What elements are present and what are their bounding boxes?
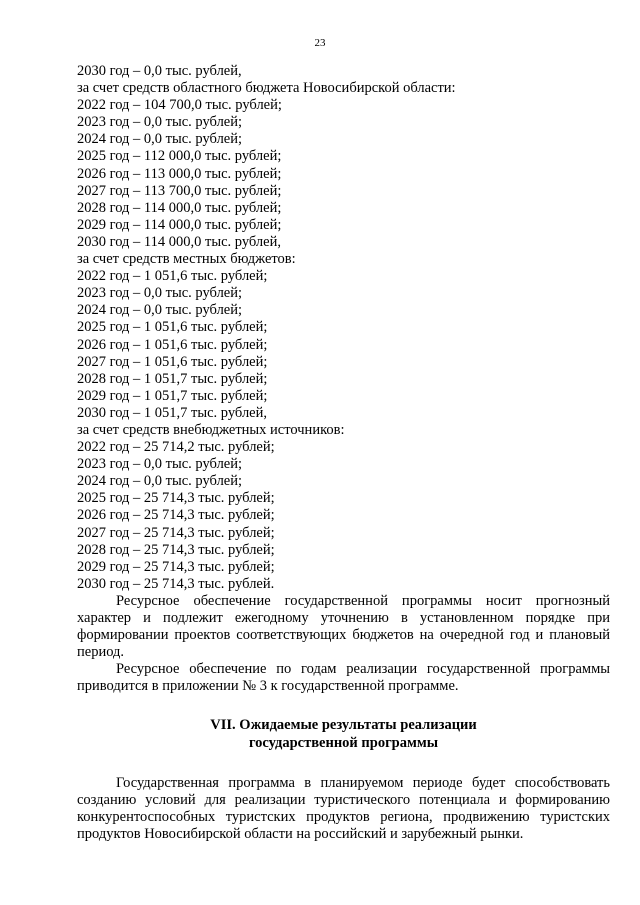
document-body: [77, 63, 610, 843]
text-line: 2028 год – 25 714,3 тыс. рублей;: [77, 541, 275, 558]
text-line: 2023 год – 0,0 тыс. рублей;: [77, 456, 243, 473]
paragraph-resource-forecast: Ресурсное обеспечение государственной программы носит прогнозный характер и подлежит ежегодному уточнению в установленном порядке при формировании проектов соответствующих бюджетов на очередной год и плановый период.: [77, 592, 610, 661]
text-line: 2024 год – 0,0 тыс. рублей;: [77, 473, 243, 490]
text-line: 2030 год – 25 714,3 тыс. рублей.: [77, 575, 275, 592]
text-line: 2027 год – 25 714,3 тыс. рублей;: [77, 524, 275, 541]
section-heading-line-2: государственной программы: [248, 734, 439, 751]
text-line: 2022 год – 25 714,2 тыс. рублей;: [77, 439, 275, 456]
section-heading-line-1: VII. Ожидаемые результаты реализации: [210, 717, 477, 734]
text-line: за счет средств местных бюджетов:: [77, 251, 296, 268]
text-line: 2024 год – 0,0 тыс. рублей;: [77, 131, 243, 148]
text-line: 2026 год – 1 051,6 тыс. рублей;: [77, 336, 268, 353]
paragraph-expected-results: Государственная программа в планируемом периоде будет способствовать созданию условий для реализации туристического потенциала и формированию конкурентоспособных туристских продуктов региона, продвижению туристских продуктов Новосибирской области на российский и зарубежный рынки.: [77, 774, 610, 842]
text-line: 2029 год – 1 051,7 тыс. рублей;: [77, 387, 268, 404]
paragraph-resource-appendix: Ресурсное обеспечение по годам реализации государственной программы приводится в приложении № 3 к государственной программе.: [77, 661, 610, 695]
text-line: 2030 год – 0,0 тыс. рублей,: [77, 63, 242, 79]
text-line: 2028 год – 1 051,7 тыс. рублей;: [77, 370, 268, 387]
text-line: 2025 год – 1 051,6 тыс. рублей;: [77, 319, 268, 336]
text-line: за счет средств внебюджетных источников:: [77, 421, 345, 438]
text-line: 2022 год – 1 051,6 тыс. рублей;: [77, 268, 268, 285]
text-line: 2030 год – 114 000,0 тыс. рублей,: [77, 233, 281, 250]
text-line: за счет средств областного бюджета Новосибирской области:: [77, 80, 456, 97]
text-line: 2027 год – 113 700,0 тыс. рублей;: [77, 182, 282, 199]
section-heading: [77, 717, 610, 751]
text-line: 2030 год – 1 051,7 тыс. рублей,: [77, 404, 268, 421]
text-line: 2029 год – 114 000,0 тыс. рублей;: [77, 216, 282, 233]
text-line: 2024 год – 0,0 тыс. рублей;: [77, 302, 243, 319]
text-line: 2029 год – 25 714,3 тыс. рублей;: [77, 558, 275, 575]
text-line: 2022 год – 104 700,0 тыс. рублей;: [77, 97, 282, 114]
text-line: 2025 год – 112 000,0 тыс. рублей;: [77, 148, 282, 165]
page-number: 23: [314, 37, 326, 49]
text-line: 2023 год – 0,0 тыс. рублей;: [77, 285, 243, 302]
text-line: 2023 год – 0,0 тыс. рублей;: [77, 114, 243, 131]
text-line: 2026 год – 25 714,3 тыс. рублей;: [77, 507, 275, 524]
text-line: 2026 год – 113 000,0 тыс. рублей;: [77, 165, 282, 182]
text-line: 2027 год – 1 051,6 тыс. рублей;: [77, 353, 268, 370]
text-line: 2025 год – 25 714,3 тыс. рублей;: [77, 490, 275, 507]
text-line: 2028 год – 114 000,0 тыс. рублей;: [77, 199, 282, 216]
